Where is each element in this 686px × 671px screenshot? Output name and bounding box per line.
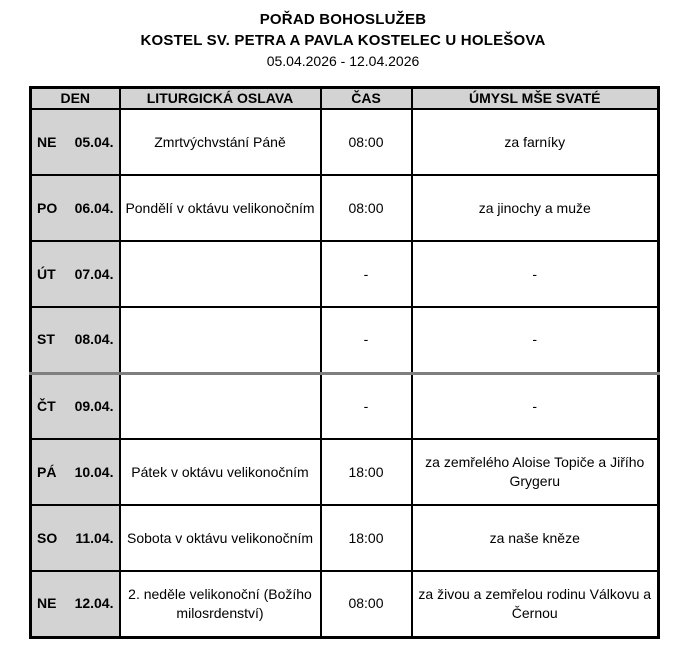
day-date: 11.04. (75, 529, 114, 546)
schedule-table (29, 86, 660, 639)
col-header-day: DEN (31, 88, 120, 110)
celebration-cell: Pondělí v oktávu velikonočním (120, 175, 321, 241)
celebration-cell (120, 241, 321, 307)
time-cell: 08:00 (321, 175, 412, 241)
date-range: 05.04.2026 - 12.04.2026 (266, 53, 420, 69)
celebration-cell (120, 373, 321, 439)
col-header-intention: ÚMYSL MŠE SVATÉ (412, 88, 659, 110)
day-inner (37, 133, 114, 152)
table-body (31, 109, 659, 637)
day-inner (37, 529, 114, 548)
celebration-cell: Sobota v oktávu velikonočním (120, 505, 321, 571)
day-inner (37, 265, 114, 284)
church-name: KOSTEL SV. PETRA A PAVLA KOSTELEC U HOLEŠOVA (140, 32, 546, 49)
celebration-cell: Zmrtvýchvstání Páně (120, 109, 321, 175)
intention-cell: - (412, 373, 659, 439)
schedule-row (31, 373, 659, 439)
col-header-celebration: LITURGICKÁ OSLAVA (120, 88, 321, 110)
col-header-time: ČAS (321, 88, 412, 110)
time-cell: 18:00 (321, 439, 412, 505)
header-row (31, 88, 659, 110)
celebration-cell (120, 307, 321, 373)
day-inner (37, 397, 114, 416)
intention-cell: za naše kněze (412, 505, 659, 571)
day-date: 12.04. (74, 595, 114, 612)
day-inner (37, 594, 114, 613)
schedule-row (31, 109, 659, 175)
day-abbr: ST (37, 331, 55, 348)
day-abbr: ČT (37, 397, 56, 414)
schedule-row (31, 439, 659, 505)
time-cell: - (321, 241, 412, 307)
day-date: 05.04. (74, 133, 114, 150)
day-abbr: ÚT (37, 265, 56, 282)
page-title: POŘAD BOHOSLUŽEB (259, 11, 427, 28)
day-cell (31, 505, 120, 571)
day-abbr: SO (37, 529, 58, 546)
schedule-row (31, 241, 659, 307)
day-abbr: NE (37, 595, 57, 612)
celebration-cell: Pátek v oktávu velikonočním (120, 439, 321, 505)
time-cell: 08:00 (321, 109, 412, 175)
time-cell: 08:00 (321, 571, 412, 637)
intention-cell: - (412, 241, 659, 307)
day-abbr: PÁ (37, 463, 57, 480)
schedule-row (31, 505, 659, 571)
day-abbr: PO (37, 199, 58, 216)
day-date: 09.04. (74, 397, 114, 414)
celebration-cell: 2. neděle velikonoční (Božího milosrdenství) (120, 571, 321, 637)
intention-cell: - (412, 307, 659, 373)
schedule-row (31, 571, 659, 637)
day-inner (37, 199, 114, 218)
day-cell (31, 175, 120, 241)
day-inner (37, 330, 114, 349)
day-date: 06.04. (74, 199, 114, 216)
time-cell: - (321, 307, 412, 373)
time-cell: - (321, 373, 412, 439)
schedule-row (31, 175, 659, 241)
document-header (0, 0, 686, 72)
intention-cell: za živou a zemřelou rodinu Válkovu a Černou (412, 571, 659, 637)
intention-cell: za zemřelého Aloise Topiče a Jiřího Grygeru (412, 439, 659, 505)
day-cell (31, 241, 120, 307)
time-cell: 18:00 (321, 505, 412, 571)
day-cell (31, 307, 120, 373)
day-abbr: NE (37, 133, 57, 150)
table-header (31, 88, 659, 110)
day-date: 10.04. (74, 463, 114, 480)
day-cell (31, 373, 120, 439)
schedule-row (31, 307, 659, 373)
intention-cell: za jinochy a muže (412, 175, 659, 241)
day-cell (31, 109, 120, 175)
day-cell (31, 571, 120, 637)
day-date: 07.04. (74, 265, 114, 282)
day-cell (31, 439, 120, 505)
intention-cell: za farníky (412, 109, 659, 175)
day-inner (37, 463, 114, 482)
day-date: 08.04. (74, 331, 114, 348)
